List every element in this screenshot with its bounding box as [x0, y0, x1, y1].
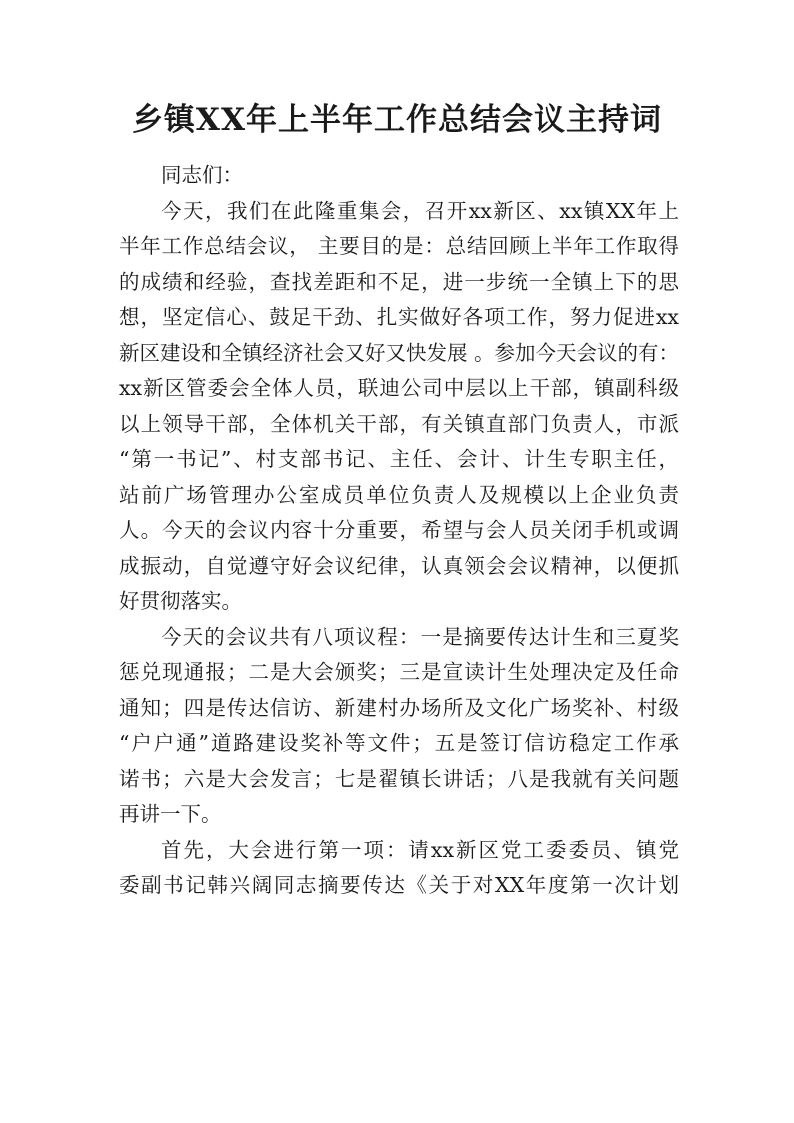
- body-line: 再讲一下。: [119, 802, 222, 826]
- body-line: 以上领导干部，全体机关干部，有关镇直部门负责人，市派: [119, 411, 679, 436]
- body-line: 委副书记韩兴阔同志摘要传达《关于对XX年度第一次计划: [119, 873, 679, 897]
- body-line: 人。今天的会议内容十分重要，希望与会人员关闭手机或调: [119, 518, 679, 542]
- body-line: “第一书记”、村支部书记、主任、会计、计生专职主任，: [119, 447, 679, 471]
- body-line: 好贯彻落实。: [119, 589, 242, 613]
- body-line: 首先，大会进行第一项：请xx新区党工委委员、镇党: [161, 837, 679, 862]
- body-line: 新区建设和全镇经济社会又好又快发展 。参加今天会议的有：: [119, 340, 680, 365]
- body-line: 半年工作总结会议， 主要目的是：总结回顾上半年工作取得: [119, 234, 679, 258]
- body-line: xx新区管委会全体人员，联迪公司中层以上干部，镇副科级: [119, 376, 679, 400]
- body-line: 想，坚定信心、鼓足干劲、扎实做好各项工作，努力促进xx: [119, 305, 679, 329]
- document-title: 乡镇XX年上半年工作总结会议主持词: [131, 102, 663, 138]
- body-line: 同志们：: [161, 163, 243, 187]
- body-line: 站前广场管理办公室成员单位负责人及规模以上企业负责: [119, 482, 679, 507]
- body-line: 的成绩和经验，查找差距和不足，进一步统一全镇上下的思: [119, 269, 679, 294]
- body-line: 诺书；六是大会发言；七是翟镇长讲话；八是我就有关问题: [119, 766, 679, 791]
- body-line: “户户通”道路建设奖补等文件；五是签订信访稳定工作承: [119, 731, 679, 755]
- body-line: 成振动，自觉遵守好会议纪律，认真领会会议精神，以便抓: [119, 553, 679, 578]
- body-line: 今天的会议共有八项议程：一是摘要传达计生和三夏奖: [161, 624, 679, 649]
- body-line: 通知；四是传达信访、新建村办场所及文化广场奖补、村级: [119, 695, 679, 720]
- body-line: 今天，我们在此隆重集会，召开xx新区、xx镇XX年上: [161, 198, 679, 223]
- body-line: 惩兑现通报；二是大会颁奖；三是宣读计生处理决定及任命: [119, 660, 679, 684]
